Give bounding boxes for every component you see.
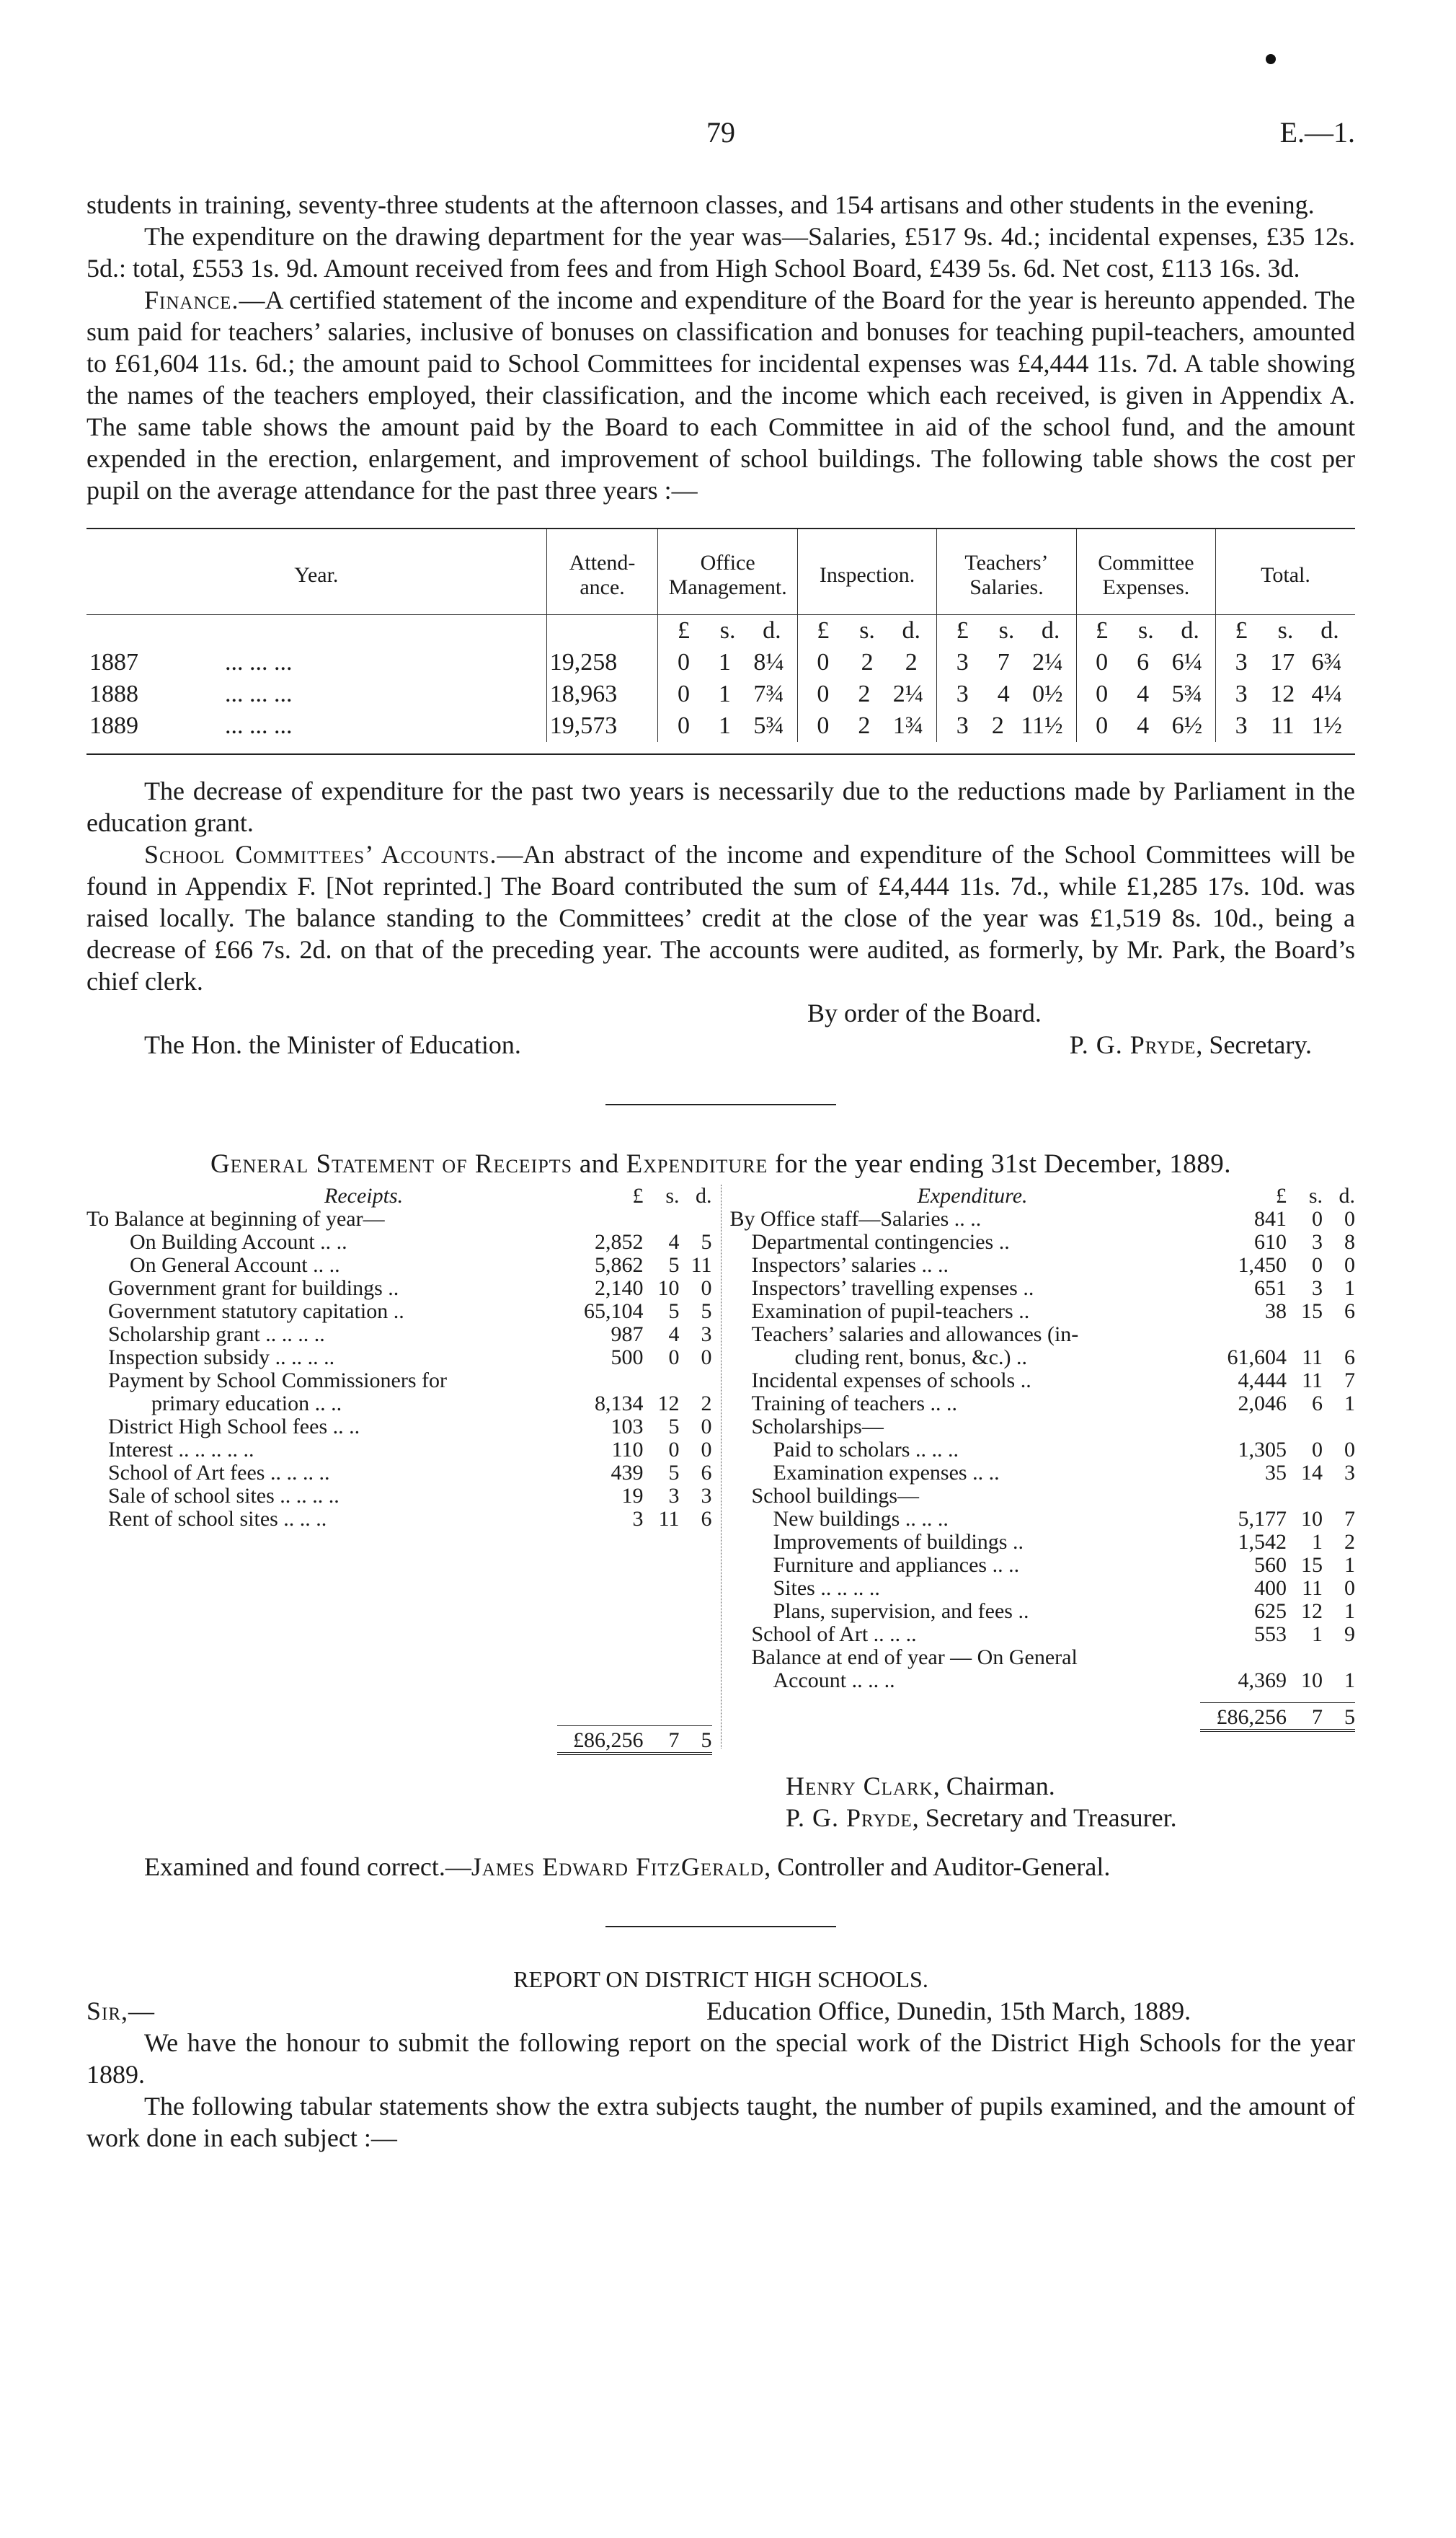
amount-cell: 11 bbox=[1302, 1576, 1323, 1600]
expenditure-total: £86,256 7 5 bbox=[730, 1702, 1356, 1725]
receipt-line bbox=[86, 1392, 712, 1415]
line-label: Inspectors’ salaries .. .. bbox=[751, 1254, 949, 1277]
line-label: Sites .. .. .. .. bbox=[773, 1577, 880, 1600]
amount-cell: 2 bbox=[701, 1392, 712, 1415]
line-label: On General Account .. .. bbox=[130, 1254, 340, 1277]
amount-cell: 11 bbox=[1302, 1369, 1323, 1392]
amount-cell: 1,450 bbox=[1238, 1253, 1287, 1277]
by-order: By order of the Board. bbox=[807, 999, 1042, 1027]
salutation: Sir,— bbox=[86, 1997, 156, 2025]
line-label: School of Art fees .. .. .. .. bbox=[108, 1462, 330, 1485]
line-label: Inspectors’ travelling expenses .. bbox=[751, 1277, 1034, 1300]
expenditure-label: Expenditure. bbox=[917, 1185, 1028, 1208]
amount-cell: 3 bbox=[1312, 1230, 1323, 1254]
line-label: Government grant for buildings .. bbox=[108, 1277, 399, 1300]
line-label: Account .. .. .. bbox=[773, 1669, 895, 1692]
col-year: Year. bbox=[294, 563, 339, 587]
amount-cell: 61,604 bbox=[1227, 1345, 1287, 1369]
line-label: Plans, supervision, and fees .. bbox=[773, 1600, 1029, 1623]
amount-cell: 610 bbox=[1254, 1230, 1287, 1254]
chairman-signature: Henry Clark, Chairman. bbox=[786, 1772, 1055, 1800]
line-label: Interest .. .. .. .. .. bbox=[108, 1438, 254, 1462]
general-statement-title: General Statement of Receipts and Expenditure for the year ending 31st December, 1889. bbox=[210, 1149, 1232, 1179]
dateline: Education Office, Dunedin, 15th March, 1889. bbox=[706, 1997, 1191, 2025]
amount-cell: 1 bbox=[1312, 1622, 1323, 1646]
amount-cell: 1 bbox=[1344, 1668, 1355, 1692]
amount-cell: 103 bbox=[611, 1415, 644, 1438]
amount-cell: 500 bbox=[611, 1345, 644, 1369]
amount-cell: 15 bbox=[1301, 1553, 1323, 1577]
expenditure-line bbox=[730, 1392, 1356, 1415]
amount-cell: 2,046 bbox=[1238, 1392, 1287, 1415]
amount-cell: 3 bbox=[701, 1322, 712, 1346]
line-label: District High School fees .. .. bbox=[108, 1415, 360, 1438]
line-label: On Building Account .. .. bbox=[130, 1231, 347, 1254]
expenditure-line bbox=[730, 1531, 1356, 1554]
amount-cell: 439 bbox=[611, 1461, 644, 1485]
expenditure-line bbox=[730, 1208, 1356, 1231]
line-label: School of Art .. .. .. bbox=[751, 1623, 917, 1646]
amount-cell: 7 bbox=[1344, 1369, 1355, 1392]
table-row: 1887 ... ... ... 19,258 0 1 8¼ 0 2 2 3 7 2¼ 0 6 6¼ 3 17 6¾ bbox=[86, 647, 1355, 678]
line-label: Examination expenses .. .. bbox=[773, 1462, 1000, 1485]
amount-cell: 12 bbox=[1301, 1599, 1323, 1623]
amount-cell: 1 bbox=[1344, 1392, 1355, 1415]
receipt-line bbox=[86, 1415, 712, 1438]
paragraph-drawing-expenditure: The expenditure on the drawing department for the year was—Salaries, £517 9s. 4d.; incidental expenses, £35 12s. 5d.: total, £553 1s. 9d. Amount received from fees and from High School Board, £439 5s. 6d. Net cost, £113 16s. 3d. bbox=[86, 222, 1355, 283]
col-office: Office Management. bbox=[658, 529, 797, 615]
signature-line: The Hon. the Minister of Education. P. G. Pryde, Secretary. bbox=[144, 1030, 1312, 1059]
receipt-line bbox=[86, 1300, 712, 1323]
amount-cell: 0 bbox=[701, 1438, 712, 1462]
amount-cell: 5 bbox=[668, 1461, 680, 1485]
expenditure-line bbox=[730, 1346, 1356, 1369]
amount-cell: 12 bbox=[657, 1392, 680, 1415]
secretary-name: P. G. Pryde bbox=[1069, 1030, 1197, 1059]
col-inspection: Inspection. bbox=[797, 529, 936, 615]
report-salutation-line bbox=[86, 1995, 1355, 2027]
col-attendance: Attend-ance. bbox=[546, 529, 658, 615]
amount-cell: 0 bbox=[1344, 1253, 1355, 1277]
amount-cell: 6 bbox=[701, 1507, 712, 1531]
amount-cell: 0 bbox=[668, 1345, 680, 1369]
receipt-line bbox=[86, 1508, 712, 1531]
line-label: New buildings .. .. .. bbox=[773, 1508, 949, 1531]
amount-cell: 0 bbox=[701, 1276, 712, 1300]
expenditure-line bbox=[730, 1323, 1356, 1346]
line-label: To Balance at beginning of year— bbox=[86, 1208, 385, 1231]
amount-cell: 841 bbox=[1254, 1207, 1287, 1231]
amount-cell: 5 bbox=[701, 1299, 712, 1323]
report-paragraph-1: We have the honour to submit the following report on the special work of the District High Schools for the year 1889. bbox=[86, 2028, 1355, 2089]
expenditure-line bbox=[730, 1300, 1356, 1323]
amount-cell: 11 bbox=[1302, 1345, 1323, 1369]
amount-cell: 3 bbox=[701, 1484, 712, 1508]
line-label: Paid to scholars .. .. .. bbox=[773, 1438, 959, 1462]
amount-cell: 1 bbox=[1312, 1530, 1323, 1554]
receipt-line bbox=[86, 1231, 712, 1254]
amount-cell: 2,852 bbox=[595, 1230, 644, 1254]
line-label: Inspection subsidy .. .. .. .. bbox=[108, 1346, 335, 1369]
line-label: Training of teachers .. .. bbox=[751, 1392, 957, 1415]
col-committee: Committee Expenses. bbox=[1076, 529, 1215, 615]
expenditure-line bbox=[730, 1577, 1356, 1600]
amount-cell: 400 bbox=[1254, 1576, 1287, 1600]
amount-cell: 3 bbox=[1344, 1461, 1355, 1485]
amount-cell: 7 bbox=[1344, 1507, 1355, 1531]
page-header bbox=[86, 115, 1355, 159]
line-label: Improvements of buildings .. bbox=[773, 1531, 1024, 1554]
line-label: Scholarship grant .. .. .. .. bbox=[108, 1323, 325, 1346]
expenditure-line bbox=[730, 1277, 1356, 1300]
committees-heading: School Committees’ Accounts. bbox=[144, 840, 497, 869]
paragraph-finance bbox=[86, 284, 1355, 506]
amount-cell: 3 bbox=[668, 1484, 680, 1508]
amount-cell: 10 bbox=[657, 1276, 680, 1300]
amount-cell: 0 bbox=[1312, 1253, 1323, 1277]
amount-cell: 65,104 bbox=[584, 1299, 644, 1323]
amount-cell: 1 bbox=[1344, 1599, 1355, 1623]
table-row: 1889 ... ... ... 19,573 0 1 5¾ 0 2 1¾ 3 2 11½ 0 4 6½ 3 11 1½ bbox=[86, 710, 1355, 742]
receipts-total: £86,256 7 5 bbox=[86, 1725, 712, 1748]
expenditure-line bbox=[730, 1485, 1356, 1508]
expenditure-line bbox=[730, 1462, 1356, 1485]
amount-cell: 11 bbox=[691, 1253, 712, 1277]
expenditure-line bbox=[730, 1646, 1356, 1669]
amount-cell: 6 bbox=[1312, 1392, 1323, 1415]
expenditure-line bbox=[730, 1369, 1356, 1392]
amount-cell: 553 bbox=[1254, 1622, 1287, 1646]
line-label: School buildings— bbox=[751, 1485, 920, 1508]
amount-cell: 1,305 bbox=[1238, 1438, 1287, 1462]
document-reference: E.—1. bbox=[1279, 116, 1355, 149]
amount-cell: 2 bbox=[1344, 1530, 1355, 1554]
receipt-line bbox=[86, 1346, 712, 1369]
amount-cell: 1 bbox=[1344, 1276, 1355, 1300]
amount-cell: 5 bbox=[668, 1415, 680, 1438]
line-label: Incidental expenses of schools .. bbox=[751, 1369, 1031, 1392]
amount-cell: 0 bbox=[701, 1345, 712, 1369]
report-title: REPORT ON DISTRICT HIGH SCHOOLS. bbox=[513, 1966, 928, 1992]
amount-cell: 651 bbox=[1254, 1276, 1287, 1300]
line-label: primary education .. .. bbox=[151, 1392, 342, 1415]
line-label: Government statutory capitation .. bbox=[108, 1300, 404, 1323]
amount-cell: 0 bbox=[701, 1415, 712, 1438]
amount-cell: 3 bbox=[1312, 1276, 1323, 1300]
amount-cell: 3 bbox=[632, 1507, 644, 1531]
amount-cell: 4 bbox=[668, 1230, 680, 1254]
ink-dot-icon bbox=[1266, 54, 1276, 64]
paragraph-decrease: The decrease of expenditure for the past two years is necessarily due to the reductions made by Parliament in the education grant. bbox=[86, 777, 1355, 837]
page-number: 79 bbox=[706, 116, 735, 149]
amount-cell: 4,444 bbox=[1238, 1369, 1287, 1392]
line-label: Scholarships— bbox=[751, 1415, 884, 1438]
expenditure-column: Expenditure. £ s. d. By Office staff—Salaries .. .. 841 0 0 Departmental contingencies .. 610 3 8 Inspectors’ salaries .. .. 1,450 0 0 Inspectors’ travelling expenses .. 651 3 1 Examination of pupil-teachers .. 38 15 6 Teachers’ salaries and allowances (in- cluding rent, bonus, &c.) .. 61,604 11 6 Incidental expenses of schools .. 4,444 11 7 Training of teachers .. .. 2,046 6 1 Scholarships— Paid to scholars .. .. .. 1,305 0 0 Examination expenses .. .. 35 14 3 School buildings— New buildings .. .. .. 5,177 10 7 Improvements of buildings .. 1,542 1 2 Furniture and appliances .. .. 560 15 1 Sites .. .. .. .. 400 11 0 Plans, supervision, and fees .. 625 12 1 School of Art .. .. .. 553 1 9 Balance at end of year — On General Account .. .. .. 4,369 10 1 £86,256 7 5 bbox=[722, 1185, 1356, 1748]
expenditure-line bbox=[730, 1600, 1356, 1623]
amount-cell: 8,134 bbox=[595, 1392, 644, 1415]
amount-cell: 0 bbox=[1344, 1207, 1355, 1231]
amount-cell: 0 bbox=[668, 1438, 680, 1462]
line-label: cluding rent, bonus, &c.) .. bbox=[794, 1346, 1027, 1369]
line-label: Teachers’ salaries and allowances (in- bbox=[751, 1323, 1079, 1346]
amount-cell: 19 bbox=[621, 1484, 644, 1508]
treasurer-signature: P. G. Pryde, Secretary and Treasurer. bbox=[786, 1803, 1177, 1832]
amount-cell: 10 bbox=[1301, 1668, 1323, 1692]
amount-cell: 6 bbox=[701, 1461, 712, 1485]
expenditure-line bbox=[730, 1415, 1356, 1438]
expenditure-line bbox=[730, 1554, 1356, 1577]
amount-cell: 0 bbox=[1344, 1438, 1355, 1462]
receipt-line bbox=[86, 1208, 712, 1231]
line-label: By Office staff—Salaries .. .. bbox=[729, 1208, 982, 1231]
line-label: Furniture and appliances .. .. bbox=[773, 1554, 1020, 1577]
amount-cell: 14 bbox=[1301, 1461, 1323, 1485]
amount-cell: 38 bbox=[1265, 1299, 1287, 1323]
receipt-line bbox=[86, 1323, 712, 1346]
amount-cell: 625 bbox=[1254, 1599, 1287, 1623]
line-label: Departmental contingencies .. bbox=[751, 1231, 1010, 1254]
expenditure-line bbox=[730, 1438, 1356, 1462]
amount-cell: 0 bbox=[1312, 1438, 1323, 1462]
expenditure-line bbox=[730, 1254, 1356, 1277]
line-label: Sale of school sites .. .. .. .. bbox=[108, 1485, 339, 1508]
receipt-line bbox=[86, 1438, 712, 1462]
auditor-line: Examined and found correct.—James Edward FitzGerald, Controller and Auditor-General. bbox=[144, 1852, 1111, 1881]
amount-cell: 5 bbox=[668, 1299, 680, 1323]
receipt-line bbox=[86, 1254, 712, 1277]
amount-cell: 11 bbox=[658, 1507, 680, 1531]
amount-cell: 1,542 bbox=[1238, 1530, 1287, 1554]
amount-cell: 5,862 bbox=[595, 1253, 644, 1277]
receipts-label: Receipts. bbox=[324, 1185, 404, 1208]
addressee: The Hon. the Minister of Education. bbox=[144, 1030, 521, 1059]
amount-cell: 1 bbox=[1344, 1553, 1355, 1577]
col-total: Total. bbox=[1216, 529, 1355, 615]
expenditure-line bbox=[730, 1623, 1356, 1646]
amount-cell: 5 bbox=[668, 1253, 680, 1277]
expenditure-line bbox=[730, 1231, 1356, 1254]
amount-cell: 9 bbox=[1344, 1622, 1355, 1646]
amount-cell: 560 bbox=[1254, 1553, 1287, 1577]
table-row: 1888 ... ... ... 18,963 0 1 7¾ 0 2 2¼ 3 4 0½ 0 4 5¾ 3 12 4¼ bbox=[86, 678, 1355, 710]
line-label: Examination of pupil-teachers .. bbox=[751, 1300, 1030, 1323]
amount-cell: 0 bbox=[1344, 1576, 1355, 1600]
paragraph-committees: School Committees’ Accounts.—An abstract of the income and expenditure of the School Committees will be found in Appendix F. [Not reprinted.] The Board contributed the sum of £4,444 11s. 7d., while £1,285 17s. 10d. was raised locally. The balance standing to the Committees’ credit at the close of the year was £1,519 8s. 10d., being a decrease of £66 7s. 2d. on that of the preceding year. The accounts were audited, as formerly, by Mr. Park, the Board’s chief clerk. bbox=[86, 840, 1355, 996]
amount-cell: 5 bbox=[701, 1230, 712, 1254]
page-body bbox=[86, 189, 1355, 2154]
finance-text: —A certified statement of the income and expenditure of the Board for the year is hereunto appended. The sum paid for teachers’ salaries, inclusive of bonuses on classification and bonuses for teaching pupil-teachers, amounted to £61,604 11s. 6d.; the amount paid to School Committees for incidental expenses was £4,444 11s. 7d. A table showing the names of the teachers employed, their classification, and the income which each received, is given in Appendix A. The same table shows the amount paid by the Board to each Committee in aid of the school fund, and the amount expended in the erection, enlargement, and improvement of school buildings. The following table shows the cost per pupil on the average attendance for the past three years :— bbox=[86, 286, 1355, 505]
amount-cell: 5,177 bbox=[1238, 1507, 1287, 1531]
expenditure-line bbox=[730, 1508, 1356, 1531]
col-teachers: Teachers’ Salaries. bbox=[937, 529, 1076, 615]
finance-heading: Finance. bbox=[144, 286, 239, 314]
line-label: Payment by School Commissioners for bbox=[108, 1369, 447, 1392]
line-label: Balance at end of year — On General bbox=[751, 1646, 1078, 1669]
amount-cell: 987 bbox=[611, 1322, 644, 1346]
receipt-line bbox=[86, 1369, 712, 1392]
paragraph-students: students in training, seventy-three students at the afternoon classes, and 154 artisans and other students in the evening. bbox=[86, 190, 1315, 219]
amount-cell: 2,140 bbox=[595, 1276, 644, 1300]
amount-cell: 15 bbox=[1301, 1299, 1323, 1323]
cost-per-pupil-table: Year. Attend-ance. Office Management. Inspection. Teachers’ Salaries. Committee Expenses. Total. £ s. d. £ s. d. £ s. d. £ s. d. £ s. d. 1887 ... ... ... 19,258 0 1 8¼ 0 2 2 3 7 2¼ 0 6 6¼ 3 17 6¾ 1888 ... ... ... 18,963 0 1 7¾ 0 2 2¼ 3 4 0½ 0 4 5¾ 3 12 4¼ 1889 ... ... ... 19,573 0 1 5¾ 0 2 1¾ 3 2 11½ 0 4 6½ 3 11 1½ bbox=[86, 529, 1355, 742]
expenditure-line bbox=[730, 1669, 1356, 1692]
line-label: Rent of school sites .. .. .. bbox=[108, 1508, 327, 1531]
receipt-line bbox=[86, 1485, 712, 1508]
amount-cell: 110 bbox=[611, 1438, 644, 1462]
amount-cell: 6 bbox=[1344, 1299, 1355, 1323]
amount-cell: 0 bbox=[1312, 1207, 1323, 1231]
receipts-column: Receipts. £ s. d. To Balance at beginning of year— On Building Account .. .. 2,852 4 5 On General Account .. .. 5,862 5 11 Government grant for buildings .. 2,140 10 0 Government statutory capitation .. 65,104 5 5 Scholarship grant .. .. .. .. 987 4 3 Inspection subsidy .. .. .. .. 500 0 0 Payment by School Commissioners for primary education .. .. 8,134 12 2 District High School fees .. .. 103 5 0 Interest .. .. .. .. .. 110 0 0 School of Art fees .. .. .. .. 439 5 6 Sale of school sites .. .. .. .. 19 3 3 Rent of school sites .. .. .. 3 11 6 £86,256 7 5 bbox=[86, 1185, 722, 1748]
amount-cell: 10 bbox=[1301, 1507, 1323, 1531]
receipt-line bbox=[86, 1462, 712, 1485]
amount-cell: 4 bbox=[668, 1322, 680, 1346]
receipt-line bbox=[86, 1277, 712, 1300]
amount-cell: 4,369 bbox=[1238, 1668, 1287, 1692]
general-statement bbox=[86, 1184, 1355, 1752]
amount-cell: 8 bbox=[1344, 1230, 1355, 1254]
report-paragraph-2: The following tabular statements show the extra subjects taught, the number of pupils examined, and the amount of work done in each subject :— bbox=[86, 2092, 1355, 2152]
amount-cell: 35 bbox=[1265, 1461, 1287, 1485]
amount-cell: 6 bbox=[1344, 1345, 1355, 1369]
